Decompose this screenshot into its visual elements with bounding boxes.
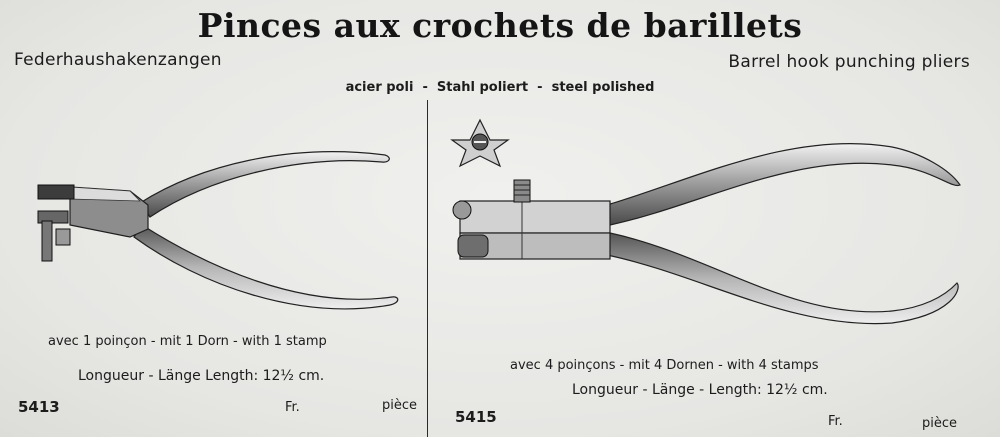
- page-title: Pinces aux crochets de barillets: [197, 6, 803, 45]
- subtitle-english: Barrel hook punching pliers: [728, 52, 970, 72]
- subtitle-german: Federhaushakenzangen: [14, 50, 222, 70]
- right-stamp-text: avec 4 poinçons - mit 4 Dornen - with 4 stamps: [510, 358, 819, 373]
- pliers-5415-illustration: [452, 125, 972, 325]
- left-length-text: Longueur - Länge Length: 12½ cm.: [78, 368, 325, 384]
- left-stamp-text: avec 1 poinçon - mit 1 Dorn - with 1 stamp: [48, 334, 327, 349]
- material-line: acier poli - Stahl poliert - steel polished: [345, 80, 655, 95]
- left-unit-label: pièce: [382, 398, 418, 413]
- left-product-number: 5413: [18, 398, 60, 416]
- right-price-label: Fr.: [828, 414, 843, 429]
- right-length-text: Longueur - Länge - Length: 12½ cm.: [572, 382, 828, 398]
- left-price-label: Fr.: [285, 400, 300, 415]
- right-unit-label: pièce: [922, 416, 958, 431]
- pliers-5413-illustration: [30, 125, 430, 345]
- right-product-number: 5415: [455, 408, 497, 426]
